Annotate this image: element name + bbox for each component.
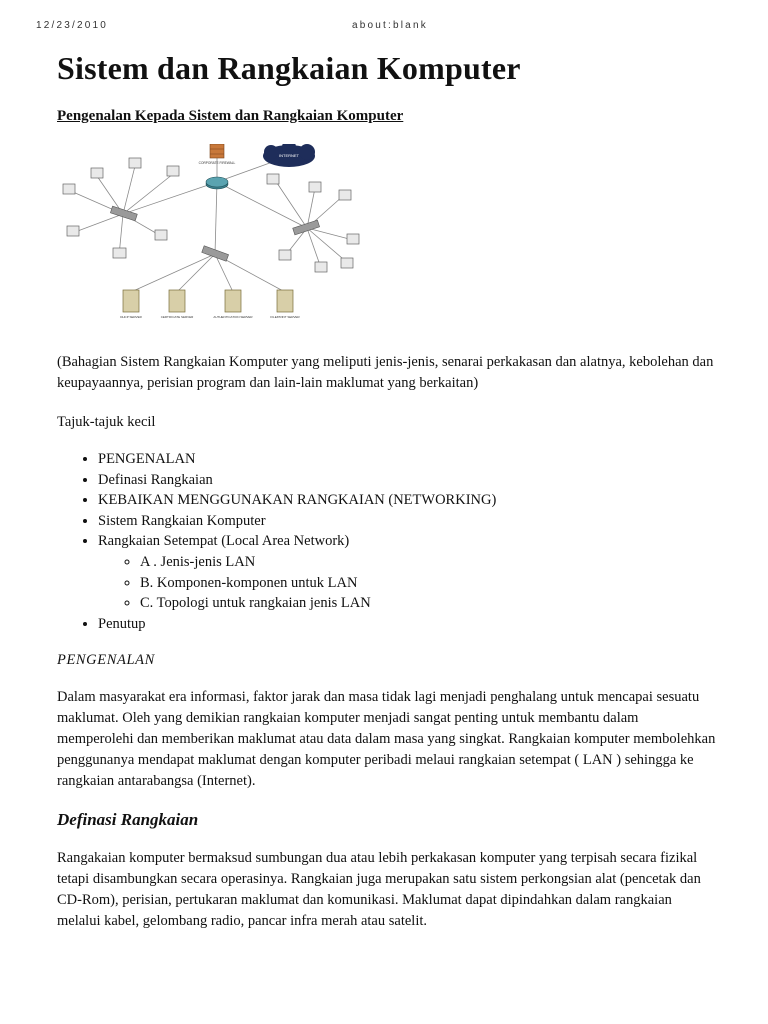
computer-icon xyxy=(91,168,103,178)
toc-item: • PENGENALAN xyxy=(98,449,717,470)
print-url: about:blank xyxy=(352,20,428,31)
computer-icon xyxy=(167,166,179,176)
computer-icon xyxy=(63,184,75,194)
computer-icon xyxy=(129,158,141,168)
intro-paragraph: Dalam masyarakat era informasi, faktor jarak dan masa tidak lagi menjadi penghalang untuk mencapai sesuatu maklumat. Oleh yang demikian rangkaian komputer menjadi sangat penting untuk membantu dalam memperolehi dan memberikan maklumat atau data dalam masa yang singkat. Rangkaian komputer membolehkan penggunanya mendapat maklumat dengan komputer peribadi melaui rangkaian setempat ( LAN ) sehingga ke rangkaian antarabangsa (Internet). xyxy=(57,689,716,790)
computer-icon xyxy=(155,230,167,240)
definition-heading: Definasi Rangkaian xyxy=(57,810,199,830)
server-icon xyxy=(277,290,293,312)
toc-item: • Definasi Rangkaian xyxy=(98,470,717,491)
toc-item-with-subs xyxy=(98,531,717,613)
toc-subitem: ◦ A . Jenis-jenis LAN xyxy=(140,552,717,573)
network-diagram-svg xyxy=(57,144,363,334)
computer-icon xyxy=(309,182,321,192)
computer-icon xyxy=(67,226,79,236)
table-of-contents xyxy=(57,449,717,634)
server-icon xyxy=(225,290,241,312)
section-subtitle: Pengenalan Kepada Sistem dan Rangkaian Komputer xyxy=(57,108,404,124)
network-diagram xyxy=(57,144,363,334)
toc-sublist xyxy=(98,552,717,614)
toc-item: • Penutup xyxy=(98,614,717,635)
server-label: FILE/PRINT SERVER xyxy=(270,315,300,319)
computer-icon xyxy=(267,174,279,184)
intro-heading: PENGENALAN xyxy=(57,652,155,669)
computer-icon xyxy=(341,258,353,268)
print-date: 12/23/2010 xyxy=(36,20,109,31)
definition-paragraph: Rangakaian komputer bermaksud sumbungan dua atau lebih perkakasan komputer yang terpisah secara fizikal tetapi disambungkan secara operasinya. Rangkaian juga merupakan satu sistem perkongsian alat (pencetak dan CD-Rom), perisian, pertukaran maklumat dan komunikasi. Maklumat dapat dipindahkan dalam rangkaian melalui kabel, gelombang radio, pancar infra merah atau satelit. xyxy=(57,850,701,930)
printer-icon xyxy=(315,262,327,272)
laptop-icon xyxy=(347,234,359,244)
toc-item-label: Rangkaian Setempat (Local Area Network) xyxy=(98,533,350,550)
toc-item: • Sistem Rangkaian Komputer xyxy=(98,511,717,532)
subtopics-label: Tajuk-tajuk kecil xyxy=(57,414,156,430)
computer-icon xyxy=(279,250,291,260)
firewall-label: CORPORATE FIREWALL xyxy=(198,161,236,165)
computer-icon xyxy=(339,190,351,200)
router-icon xyxy=(206,177,228,189)
figure-caption: (Bahagian Sistem Rangkaian Komputer yang meliputi jenis-jenis, senarai perkakasan dan alatnya, kebolehan dan keupayaannya, perisian program dan lain-lain maklumat yang berkaitan) xyxy=(57,354,714,391)
server-icon xyxy=(123,290,139,312)
firewall-icon xyxy=(210,144,224,158)
laptop-icon xyxy=(113,248,126,258)
toc-subitem: ◦ B. Komponen-komponen untuk LAN xyxy=(140,573,717,594)
server-label: AUTHENTICATION SERVER xyxy=(213,315,253,319)
page-title: Sistem dan Rangkaian Komputer xyxy=(57,50,521,86)
server-icon xyxy=(169,290,185,312)
document-body xyxy=(57,46,717,932)
server-label: DHCP SERVER xyxy=(120,315,142,319)
internet-label: INTERNET xyxy=(279,153,299,158)
toc-item: • KEBAIKAN MENGGUNAKAN RANGKAIAN (NETWORKING) xyxy=(98,490,717,511)
server-label: CERTIFICATE SERVER xyxy=(160,315,194,319)
toc-subitem: ◦ C. Topologi untuk rangkaian jenis LAN xyxy=(140,593,717,614)
switch-left-icon xyxy=(110,206,137,221)
